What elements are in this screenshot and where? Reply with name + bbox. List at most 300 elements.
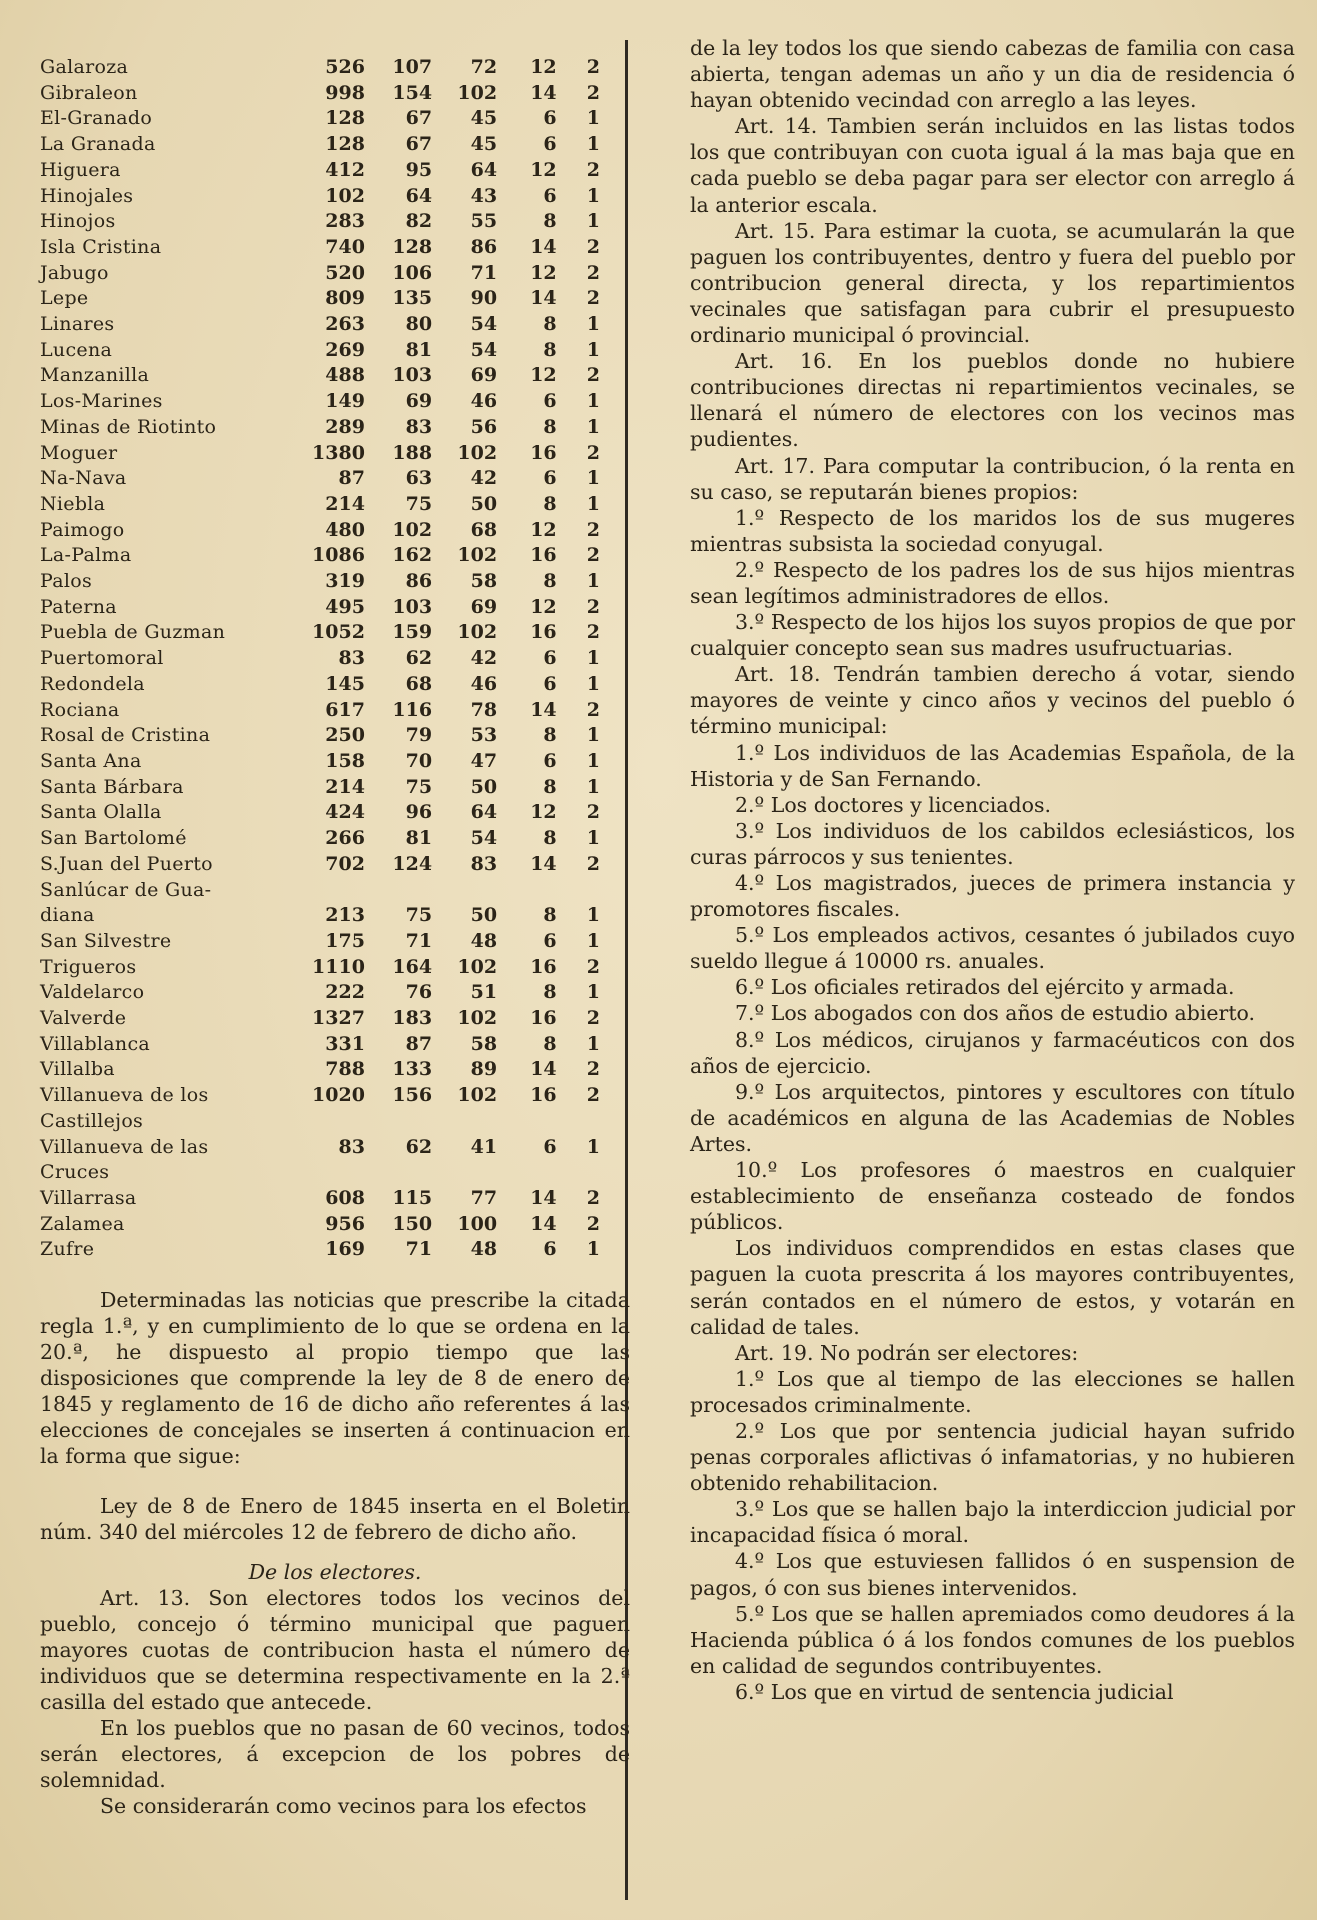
value-cell-4: 6: [543, 390, 557, 413]
value-cell-5: 2: [586, 1212, 600, 1235]
value-cell-5: 2: [586, 955, 600, 978]
value-cell-3: 43: [470, 184, 498, 207]
town-name-cell: [40, 1006, 289, 1032]
value-cell-3: 77: [470, 1186, 498, 1209]
town-name-cell: [40, 235, 289, 261]
value-cell-1: 788: [325, 1058, 365, 1081]
value-cell-3: 102: [457, 1007, 498, 1030]
value-cell-3: 54: [470, 827, 498, 850]
table-row: [40, 518, 600, 544]
value-cell-3: 51: [470, 981, 498, 1004]
value-cell-4: 14: [530, 698, 557, 721]
town-name: Manzanilla: [40, 364, 150, 387]
art-17-item-1: 1.º Respecto de los maridos los de sus mugeres mientras subsista la sociedad conyugal.: [690, 505, 1295, 556]
value-cell-1: 169: [325, 1238, 365, 1261]
value-cell-1: 1327: [312, 1007, 365, 1030]
value-cell-4: 12: [530, 261, 557, 284]
value-cell-1: 1110: [312, 955, 365, 978]
value-cell-3: 102: [457, 1084, 498, 1107]
table-row: [40, 646, 600, 672]
value-cell-4: 8: [543, 904, 557, 927]
town-name-cell: [40, 749, 289, 775]
value-cell-1: 1380: [312, 441, 365, 464]
value-cell-2: 68: [405, 672, 433, 695]
value-cell-4: 8: [543, 1032, 557, 1055]
value-cell-4: 6: [543, 749, 557, 772]
table-row: [40, 1135, 600, 1161]
art-17-item-3: 3.º Respecto de los hijos los suyos propios de que por cualquier concepto sean sus madres usufructuarias.: [690, 610, 1295, 661]
town-name-cell: [40, 441, 289, 467]
table-row: [40, 826, 600, 852]
town-name: Isla Cristina: [40, 235, 162, 258]
town-name-cell: [40, 929, 289, 955]
table-row: [40, 672, 600, 698]
value-cell-5: 2: [586, 1084, 600, 1107]
table-row: [40, 1160, 600, 1186]
town-name-cell: [40, 1237, 289, 1263]
value-cell-2: 150: [392, 1212, 433, 1235]
art-18-item-9: 9.º Los arquitectos, pintores y escultores con título de académicos en alguna de las Academias de Nobles Artes.: [690, 1079, 1295, 1156]
value-cell-4: 14: [530, 852, 557, 875]
value-cell-2: 81: [405, 827, 433, 850]
value-cell-5: 1: [586, 313, 600, 336]
value-cell-4: 8: [543, 492, 557, 515]
value-cell-5: 2: [586, 852, 600, 875]
electors-table: [40, 55, 600, 1263]
table-row: [40, 1032, 600, 1058]
table-row: [40, 466, 600, 492]
value-cell-4: 8: [543, 775, 557, 798]
value-cell-4: 12: [530, 518, 557, 541]
value-cell-4: 16: [530, 1007, 557, 1030]
value-cell-4: 12: [530, 801, 557, 824]
town-name: Santa Bárbara: [40, 775, 184, 798]
town-name-cell: [40, 1135, 289, 1161]
town-name-cell: [40, 646, 289, 672]
value-cell-1: 102: [325, 184, 365, 207]
value-cell-3: 56: [470, 415, 498, 438]
value-cell-2: 62: [405, 647, 433, 670]
town-name: La-Palma: [40, 544, 132, 567]
value-cell-1: 175: [325, 929, 365, 952]
value-cell-4: 8: [543, 724, 557, 747]
table-row: [40, 595, 600, 621]
town-name-cell: [40, 55, 289, 81]
value-cell-3: [432, 1160, 497, 1186]
town-name: Redondela: [40, 672, 145, 695]
value-cell-3: 41: [470, 1135, 498, 1158]
value-cell-1: 319: [325, 570, 365, 593]
town-name-cell: [40, 1186, 289, 1212]
art-19-item-1: 1.º Los que al tiempo de las elecciones se hallen procesados criminalmente.: [690, 1366, 1295, 1417]
table-row: [40, 55, 600, 81]
table-row: [40, 543, 600, 569]
value-cell-4: 12: [530, 364, 557, 387]
value-cell-2: 159: [392, 621, 433, 644]
value-cell-4: 6: [543, 672, 557, 695]
value-cell-4: 6: [543, 929, 557, 952]
art-16-paragraph: Art. 16. En los pueblos donde no hubiere contribuciones directas ni repartimientos vecinales, se llenará el número de electores con los vecinos mas pudientes.: [690, 349, 1295, 452]
value-cell-2: 103: [392, 595, 433, 618]
town-name-cell: [40, 595, 289, 621]
value-cell-3: 55: [470, 210, 498, 233]
value-cell-4: 14: [530, 1212, 557, 1235]
intro-paragraph: Determinadas las noticias que prescribe la citada regla 1.ª, y en cumplimiento de lo que se ordena en la 20.ª, he dispuesto al propio tiempo que las disposiciones que comprende la ley de 8 de enero de 1845 y reglamento de 16 de dicho año referentes á las elecciones de concejales se inserten á continuacion en la forma que sigue:: [40, 1288, 630, 1469]
value-cell-3: 71: [470, 261, 498, 284]
town-name-cell: [40, 826, 289, 852]
value-cell-5: 1: [586, 929, 600, 952]
value-cell-2: [365, 1160, 432, 1186]
value-cell-3: 58: [470, 1032, 498, 1055]
town-name-cell: [40, 389, 289, 415]
town-name-cell: [40, 132, 289, 158]
value-cell-2: 82: [405, 210, 433, 233]
value-cell-2: 156: [392, 1084, 433, 1107]
town-name-cell: [40, 903, 289, 929]
value-cell-2: 102: [392, 518, 433, 541]
town-name-cell: [40, 492, 289, 518]
art-14-paragraph: Art. 14. Tambien serán incluidos en las listas todos los que contribuyan con cuota igual á la mas baja que en cada pueblo se deba pagar para ser elector con arreglo á la anterior escala.: [690, 114, 1295, 217]
town-name: Villarrasa: [40, 1186, 137, 1209]
town-name: Hinojos: [40, 210, 116, 233]
value-cell-3: 69: [470, 364, 498, 387]
town-name-cell: [40, 980, 289, 1006]
town-name-cell: [40, 81, 289, 107]
value-cell-4: 14: [530, 1058, 557, 1081]
value-cell-2: 63: [405, 467, 433, 490]
value-cell-3: 90: [470, 287, 498, 310]
table-row: [40, 209, 600, 235]
town-name: La Granada: [40, 133, 156, 156]
value-cell-4: 8: [543, 210, 557, 233]
table-row: [40, 620, 600, 646]
town-name-cell: [40, 466, 289, 492]
town-name-cell: [40, 800, 289, 826]
value-cell-1: [289, 878, 365, 904]
value-cell-5: 2: [586, 261, 600, 284]
value-cell-5: [557, 1160, 600, 1186]
art-18-item-10: 10.º Los profesores ó maestros en cualquier establecimiento de enseñanza costeado de fondos públicos.: [690, 1158, 1295, 1235]
value-cell-1: 412: [325, 158, 365, 181]
town-name: Moguer: [40, 441, 118, 464]
value-cell-3: 102: [457, 81, 498, 104]
town-name-cell: [40, 184, 289, 210]
value-cell-1: [289, 1109, 365, 1135]
value-cell-5: 2: [586, 1058, 600, 1081]
value-cell-4: 8: [543, 570, 557, 593]
value-cell-5: 2: [586, 287, 600, 310]
art-18-paragraph: Art. 18. Tendrán tambien derecho á votar, siendo mayores de veinte y cinco años y vecinos del pueblo ó término municipal:: [690, 662, 1295, 739]
value-cell-1: 480: [325, 518, 365, 541]
value-cell-1: 128: [325, 107, 365, 130]
value-cell-3: 69: [470, 595, 498, 618]
value-cell-5: 2: [586, 56, 600, 78]
value-cell-2: 81: [405, 338, 433, 361]
town-name: Galaroza: [40, 56, 129, 78]
town-name-cell: [40, 723, 289, 749]
table-row: [40, 286, 600, 312]
value-cell-3: 50: [470, 775, 498, 798]
value-cell-5: 1: [586, 415, 600, 438]
town-name-cell: [40, 415, 289, 441]
value-cell-5: 2: [586, 621, 600, 644]
value-cell-4: 14: [530, 81, 557, 104]
value-cell-3: 46: [470, 672, 498, 695]
art-18-item-1: 1.º Los individuos de las Academias Española, de la Historia y de San Fernando.: [690, 740, 1295, 791]
value-cell-4: 16: [530, 955, 557, 978]
value-cell-1: 283: [325, 210, 365, 233]
value-cell-5: 1: [586, 107, 600, 130]
value-cell-5: 2: [586, 801, 600, 824]
value-cell-3: 45: [470, 107, 498, 130]
table-row: [40, 1212, 600, 1238]
town-name-cell: [40, 955, 289, 981]
value-cell-5: 1: [586, 467, 600, 490]
town-name-cell: [40, 363, 289, 389]
town-name: Hinojales: [40, 184, 134, 207]
value-cell-3: 58: [470, 570, 498, 593]
value-cell-4: 8: [543, 827, 557, 850]
town-name: Paterna: [40, 595, 117, 618]
value-cell-3: 42: [470, 467, 498, 490]
value-cell-5: [557, 878, 600, 904]
town-name-cell: [40, 852, 289, 878]
town-name: diana: [40, 904, 95, 927]
value-cell-1: 213: [325, 904, 365, 927]
value-cell-4: 6: [543, 1135, 557, 1158]
value-cell-2: 154: [392, 81, 433, 104]
town-name: Villalba: [40, 1058, 115, 1081]
right-column: [690, 35, 1295, 1705]
table-row: [40, 312, 600, 338]
town-name-cell: [40, 569, 289, 595]
value-cell-5: 1: [586, 390, 600, 413]
town-name-cell: [40, 1160, 289, 1186]
table-row: [40, 441, 600, 467]
value-cell-2: 116: [392, 698, 433, 721]
value-cell-1: 956: [325, 1212, 365, 1235]
value-cell-3: 86: [470, 235, 498, 258]
value-cell-4: 12: [530, 158, 557, 181]
value-cell-3: [432, 878, 497, 904]
town-name-cell: [40, 338, 289, 364]
value-cell-3: 102: [457, 621, 498, 644]
value-cell-3: [432, 1109, 497, 1135]
value-cell-2: [365, 1109, 432, 1135]
value-cell-1: 128: [325, 133, 365, 156]
value-cell-1: 520: [325, 261, 365, 284]
value-cell-5: 1: [586, 1135, 600, 1158]
value-cell-3: 46: [470, 390, 498, 413]
value-cell-3: 64: [470, 801, 498, 824]
art-13-paragraph: Art. 13. Son electores todos los vecinos del pueblo, concejo ó término municipal que paguen mayores cuotas de contribucion hasta el número de individuos que se determina respectivamente en la 2.ª casilla del estado que antecede.: [40, 1586, 630, 1715]
town-name: El-Granado: [40, 107, 153, 130]
value-cell-5: 1: [586, 210, 600, 233]
art-18-item-4: 4.º Los magistrados, jueces de primera instancia y promotores fiscales.: [690, 871, 1295, 922]
value-cell-3: 83: [470, 852, 498, 875]
value-cell-3: 47: [470, 749, 498, 772]
town-name-cell: [40, 286, 289, 312]
table-row: [40, 184, 600, 210]
value-cell-1: 424: [325, 801, 365, 824]
town-name: Valverde: [40, 1007, 127, 1030]
town-name: Puertomoral: [40, 647, 164, 670]
town-name-cell: [40, 672, 289, 698]
town-name: Zufre: [40, 1238, 95, 1261]
art-18-item-6: 6.º Los oficiales retirados del ejército y armada.: [735, 975, 1235, 1000]
value-cell-3: 54: [470, 338, 498, 361]
value-cell-4: 14: [530, 287, 557, 310]
value-cell-5: 1: [586, 184, 600, 207]
value-cell-2: 128: [392, 235, 433, 258]
value-cell-3: 102: [457, 955, 498, 978]
value-cell-1: 145: [325, 672, 365, 695]
town-name: San Silvestre: [40, 929, 172, 952]
table-row: [40, 955, 600, 981]
town-name-cell: [40, 1109, 289, 1135]
continuation-paragraph: de la ley todos los que siendo cabezas de familia con casa abierta, tengan ademas un año y un dia de residencia ó hayan obtenido vecindad con arreglo a las leyes.: [690, 36, 1295, 113]
value-cell-4: 6: [543, 647, 557, 670]
value-cell-2: [365, 878, 432, 904]
table-row: [40, 903, 600, 929]
value-cell-5: 2: [586, 81, 600, 104]
value-cell-3: 53: [470, 724, 498, 747]
town-name: Lepe: [40, 287, 89, 310]
art-18-item-3: 3.º Los individuos de los cabildos eclesiásticos, los curas párrocos y sus tenientes.: [690, 818, 1295, 869]
value-cell-2: 86: [405, 570, 433, 593]
electors-table-body: [40, 55, 600, 1263]
value-cell-4: 6: [543, 107, 557, 130]
table-row: [40, 81, 600, 107]
table-row: [40, 800, 600, 826]
value-cell-2: 107: [392, 56, 433, 78]
table-row: [40, 158, 600, 184]
value-cell-3: 100: [457, 1212, 498, 1235]
value-cell-5: 2: [586, 158, 600, 181]
value-cell-5: 2: [586, 518, 600, 541]
value-cell-2: 75: [405, 775, 433, 798]
vecinos-paragraph: Se considerarán como vecinos para los efectos: [100, 1794, 587, 1819]
value-cell-3: 102: [457, 441, 498, 464]
value-cell-5: 2: [586, 364, 600, 387]
art-19-paragraph: Art. 19. No podrán ser electores:: [735, 1340, 1079, 1365]
value-cell-2: 62: [405, 1135, 433, 1158]
value-cell-2: 103: [392, 364, 433, 387]
town-name-cell: [40, 775, 289, 801]
value-cell-2: 83: [405, 415, 433, 438]
value-cell-2: 124: [392, 852, 433, 875]
value-cell-5: [557, 1109, 600, 1135]
value-cell-1: 266: [325, 827, 365, 850]
value-cell-2: 133: [392, 1058, 433, 1081]
art-18-item-8: 8.º Los médicos, cirujanos y farmacéuticos con dos años de ejercicio.: [690, 1027, 1295, 1078]
value-cell-5: 1: [586, 133, 600, 156]
value-cell-4: 6: [543, 184, 557, 207]
value-cell-5: 1: [586, 827, 600, 850]
table-row: [40, 698, 600, 724]
value-cell-4: [497, 878, 557, 904]
value-cell-1: 998: [325, 81, 365, 104]
town-name: Linares: [40, 313, 115, 336]
value-cell-5: 2: [586, 1007, 600, 1030]
town-name: Jabugo: [40, 261, 109, 284]
art-19-item-4: 4.º Los que estuviesen fallidos ó en suspension de pagos, ó con sus bienes intervenidos.: [690, 1549, 1295, 1600]
value-cell-1: 809: [325, 287, 365, 310]
value-cell-2: 135: [392, 287, 433, 310]
table-row: [40, 1057, 600, 1083]
value-cell-4: 12: [530, 595, 557, 618]
town-name: Na-Nava: [40, 467, 127, 490]
table-row: [40, 749, 600, 775]
value-cell-2: 164: [392, 955, 433, 978]
town-name: Paimogo: [40, 518, 125, 541]
town-name-cell: [40, 209, 289, 235]
art-15-paragraph: Art. 15. Para estimar la cuota, se acumularán la que paguen los contribuyentes, dentro y fuera del pueblo por contribucion general directa, y los repartimientos vecinales que satisfagan para cubrir el presupuesto ordinario municipal ó provincial.: [690, 218, 1295, 348]
value-cell-2: 75: [405, 492, 433, 515]
town-name: Palos: [40, 570, 93, 593]
town-name: Trigueros: [40, 955, 137, 978]
table-row: [40, 415, 600, 441]
value-cell-2: 162: [392, 544, 433, 567]
value-cell-1: 740: [325, 235, 365, 258]
value-cell-4: 6: [543, 133, 557, 156]
value-cell-4: 14: [530, 1186, 557, 1209]
town-name-cell: [40, 1057, 289, 1083]
town-name: Niebla: [40, 492, 106, 515]
town-name-cell: [40, 312, 289, 338]
value-cell-2: 71: [405, 929, 433, 952]
art-17-paragraph: Art. 17. Para computar la contribucion, ó la renta en su caso, se reputarán bienes propios:: [690, 453, 1295, 504]
law-reference: Ley de 8 de Enero de 1845 inserta en el Boletin núm. 340 del miércoles 12 de febrero de dicho año.: [40, 1494, 630, 1545]
value-cell-1: 263: [325, 313, 365, 336]
art-18-item-2: 2.º Los doctores y licenciados.: [735, 792, 1051, 817]
value-cell-3: 50: [470, 904, 498, 927]
town-name: Gibraleon: [40, 81, 138, 104]
value-cell-5: 1: [586, 338, 600, 361]
town-name: Minas de Riotinto: [40, 415, 217, 438]
town-name: Sanlúcar de Gua-: [40, 878, 212, 901]
town-name: Rosal de Cristina: [40, 724, 211, 747]
value-cell-4: 6: [543, 467, 557, 490]
town-name: Castillejos: [40, 1109, 144, 1132]
value-cell-2: 67: [405, 107, 433, 130]
art-19-item-5: 5.º Los que se hallen apremiados como deudores á la Hacienda pública ó á los fondos comunes de los pueblos en calidad de segundos contribuyentes.: [690, 1601, 1295, 1678]
value-cell-5: 1: [586, 775, 600, 798]
value-cell-2: 96: [405, 801, 433, 824]
value-cell-5: 1: [586, 492, 600, 515]
value-cell-1: 1052: [312, 621, 365, 644]
value-cell-1: 617: [325, 698, 365, 721]
value-cell-4: 8: [543, 981, 557, 1004]
value-cell-4: [497, 1109, 557, 1135]
value-cell-1: 289: [325, 415, 365, 438]
value-cell-5: 1: [586, 1032, 600, 1055]
table-row: [40, 980, 600, 1006]
value-cell-5: 1: [586, 570, 600, 593]
value-cell-1: 526: [325, 56, 365, 78]
table-row: [40, 1109, 600, 1135]
town-name: Villanueva de las: [40, 1135, 209, 1158]
town-name-cell: [40, 158, 289, 184]
table-row: [40, 852, 600, 878]
town-name-cell: [40, 543, 289, 569]
value-cell-2: 80: [405, 313, 433, 336]
town-name-cell: [40, 698, 289, 724]
table-row: [40, 723, 600, 749]
value-cell-4: 16: [530, 621, 557, 644]
value-cell-1: 250: [325, 724, 365, 747]
value-cell-4: 8: [543, 313, 557, 336]
